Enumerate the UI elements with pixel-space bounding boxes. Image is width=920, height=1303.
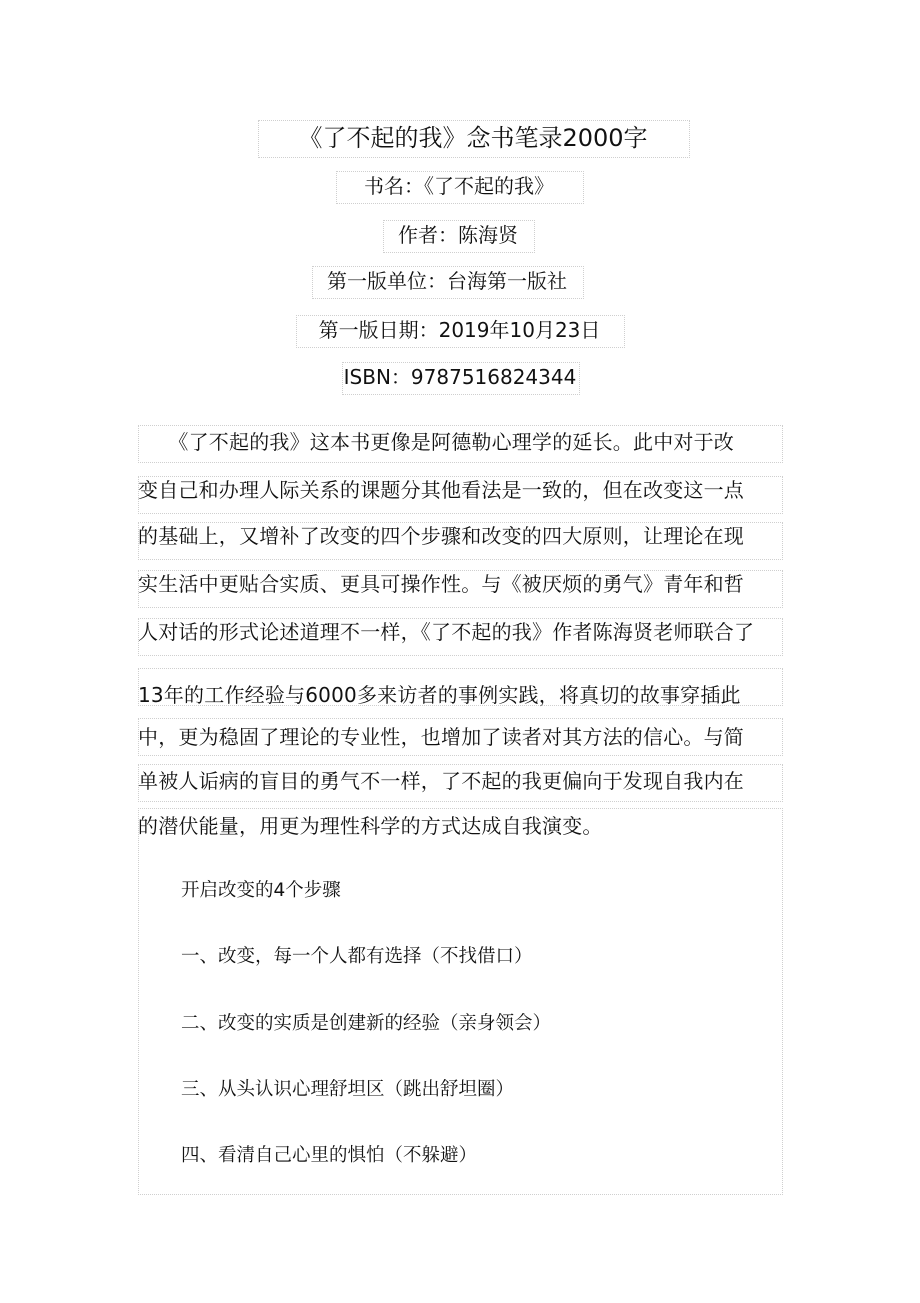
body-line: 人对话的形式论述道理不一样，《了不起的我》作者陈海贤老师联合了 [138,620,755,644]
steps-section-frame [138,808,783,1195]
meta-publish-date: 第一版日期：2019年10月23日 [318,318,601,342]
meta-isbn: ISBN：9787516824344 [343,365,577,389]
body-line: 的基础上，又增补了改变的四个步骤和改变的四大原则，让理论在现 [138,524,744,548]
meta-publisher: 第一版单位：台海第一版社 [327,269,567,293]
section-heading: 开启改变的4个步骤 [181,880,341,901]
body-line: 单被人诟病的盲目的勇气不一样，了不起的我更偏向于发现自我内在 [138,769,744,793]
meta-author: 作者：陈海贤 [398,223,518,247]
body-line: 中，更为稳固了理论的专业性，也增加了读者对其方法的信心。与简 [138,725,744,749]
meta-book-name: 书名：《了不起的我》 [364,174,554,198]
step-item: 四、看清自己心里的惧怕（不躲避） [181,1145,478,1166]
body-line: 《了不起的我》这本书更像是阿德勒心理学的延长。此中对于改 [138,430,734,454]
step-item: 一、改变，每一个人都有选择（不找借口） [181,946,533,967]
body-line: 实生活中更贴合实质、更具可操作性。与《被厌烦的勇气》青年和哲 [138,572,744,596]
step-item: 二、改变的实质是创建新的经验（亲身领会） [181,1013,552,1034]
step-item: 三、从头认识心理舒坦区（跳出舒坦圈） [181,1079,515,1100]
body-line: 13年的工作经验与6000多来访者的事例实践，将真切的故事穿插此 [138,683,741,707]
document-title: 《了不起的我》念书笔录2000字 [298,124,648,152]
body-line: 的潜伏能量，用更为理性科学的方式达成自我演变。 [138,814,603,838]
body-line: 变自己和办理人际关系的课题分其他看法是一致的，但在改变这一点 [138,478,744,502]
